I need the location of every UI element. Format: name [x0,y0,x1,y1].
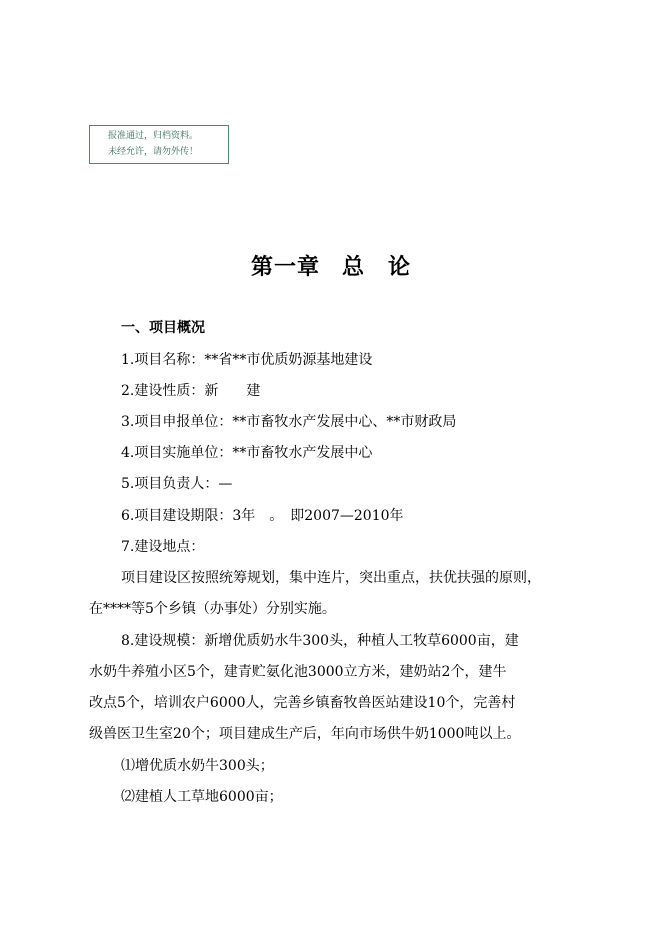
chapter-title [0,250,662,281]
scale-para-line: 8.建设规模：新增优质奶水牛300头，种植人工牧草6000亩，建 [121,633,519,649]
scale-para-line: 改点5个，培训农户6000人，完善乡镇畜牧兽医站建设10个，完善村 [89,695,516,711]
stamp-line-1: 报准通过，归档资料。 [108,131,199,141]
sub-item: ⑴增优质水奶牛300头； [121,758,274,774]
scale-para-line: 水奶牛养殖小区5个，建青贮氨化池3000立方米，建奶站2个，建牛 [89,664,507,680]
item-project-leader: 5.项目负责人：— [121,476,233,492]
item-implementer: 4.项目实施单位：**市畜牧水产发展中心 [121,445,373,461]
confidential-stamp [89,125,229,164]
chapter-number: 第一章 [250,255,320,280]
item-project-name: 1.项目名称：**省**市优质奶源基地建设 [121,352,373,368]
location-para-line: 项目建设区按照统筹规划，集中连片，突出重点，扶优扶强的原则， [121,570,541,586]
item-construction-nature: 2.建设性质：新 建 [121,383,261,399]
chapter-name: 总 论 [342,255,412,280]
section-heading: 一、项目概况 [121,320,205,336]
scale-para-line: 级兽医卫生室20个；项目建成生产后，年向市场供牛奶1000吨以上。 [89,726,521,742]
item-location: 7.建设地点： [121,539,205,555]
item-applicant: 3.项目申报单位：**市畜牧水产发展中心、**市财政局 [121,414,457,430]
stamp-line-2: 未经允许，请勿外传！ [108,147,199,157]
item-construction-period: 6.项目建设期限：3年 。 即2007—2010年 [121,508,404,524]
sub-item: ⑵建植人工草地6000亩； [121,789,283,805]
location-para-line: 在****等5个乡镇（办事处）分别实施。 [89,601,336,617]
